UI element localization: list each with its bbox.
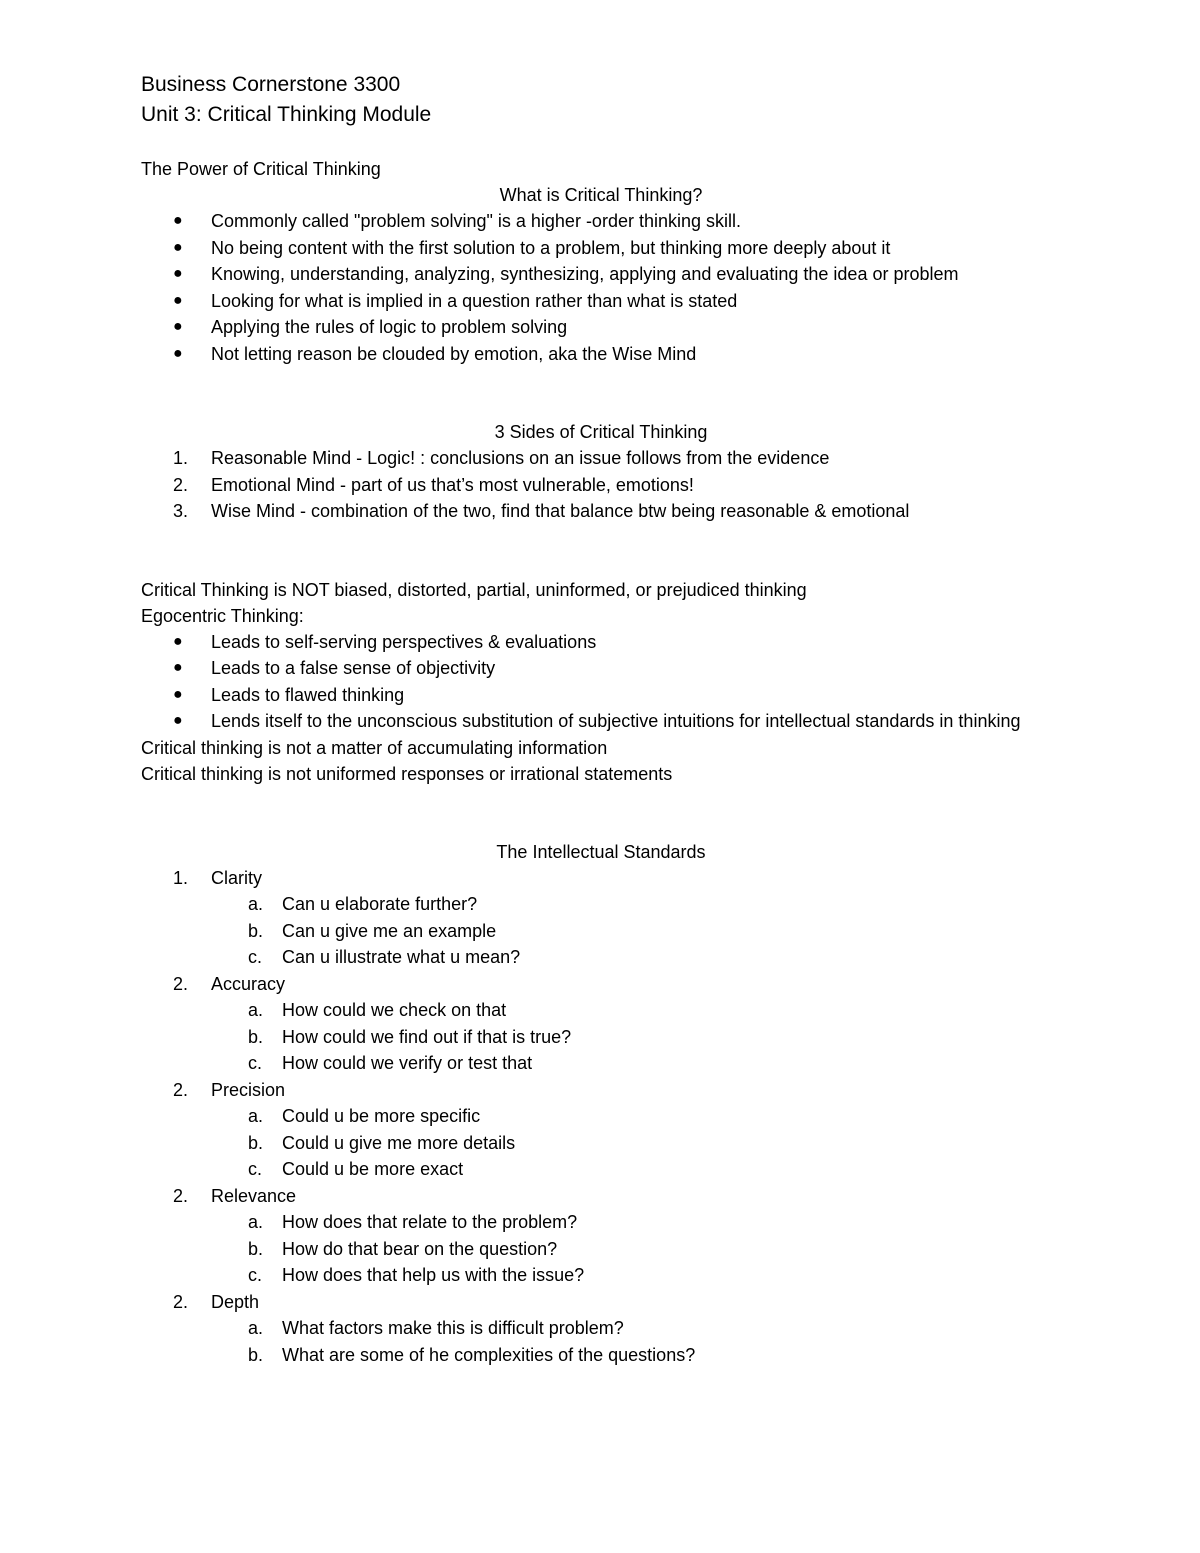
list-item: a. How does that relate to the problem?	[248, 1212, 578, 1232]
list-item: ● Knowing, understanding, analyzing, synthesizing, applying and evaluating the idea or problem	[141, 261, 1061, 288]
list-item-depth: 2. Depth a. What factors make this is difficult problem? b. What are some of he complexities of the questions?	[141, 1289, 1061, 1369]
numbered-list-sides	[141, 445, 1061, 525]
section-heading-sides: 3 Sides of Critical Thinking	[494, 422, 708, 442]
course-title: Business Cornerstone 3300	[141, 73, 401, 96]
list-item: 3. Wise Mind - combination of the two, find that balance btw being reasonable & emotional	[173, 501, 910, 521]
sub-list	[211, 1103, 1061, 1183]
list-item: b. How could we find out if that is true?	[248, 1026, 572, 1047]
bullet-icon: ●	[173, 265, 183, 282]
list-item: a. Could u be more specific	[248, 1106, 481, 1126]
spacer	[141, 367, 1061, 419]
bullet-list-what-is	[141, 208, 1061, 367]
list-item: b. How do that bear on the question?	[248, 1238, 558, 1259]
list-item: a. How could we check on that	[248, 1000, 507, 1020]
list-item-precision: 2. Precision a. Could u be more specific b. Could u give me more details c. Could u be more exact	[141, 1077, 1061, 1183]
list-item-accuracy: 2. Accuracy a. How could we check on that b. How could we find out if that is true? c. How could we verify or test that	[141, 971, 1061, 1077]
list-item: a. What factors make this is difficult problem?	[248, 1318, 624, 1338]
bullet-icon: ●	[173, 238, 183, 256]
list-item: b. What are some of he complexities of the questions?	[248, 1344, 696, 1365]
sub-list	[211, 997, 1061, 1077]
numbered-list-standards	[141, 865, 1061, 1369]
bullet-icon: ●	[173, 212, 183, 229]
section-subheading-what-is: What is Critical Thinking?	[499, 185, 703, 205]
list-item: c. How does that help us with the issue?	[248, 1265, 585, 1285]
list-item: ● No being content with the first solution to a problem, but thinking more deeply about it	[141, 235, 1061, 262]
spacer	[141, 130, 1061, 156]
list-item: b. Can u give me an example	[248, 920, 497, 941]
list-item: 1. Reasonable Mind - Logic! : conclusions on an issue follows from the evidence	[173, 448, 830, 468]
list-item: c. How could we verify or test that	[248, 1053, 533, 1073]
list-item: ● Leads to self-serving perspectives & evaluations	[141, 629, 1061, 656]
list-item: c. Can u illustrate what u mean?	[248, 947, 521, 967]
sub-list	[211, 1209, 1061, 1289]
accumulating-line: Critical thinking is not a matter of accumulating information	[141, 737, 608, 758]
list-item: 2. Emotional Mind - part of us that’s most vulnerable, emotions!	[173, 474, 694, 495]
list-item: ● Looking for what is implied in a question rather than what is stated	[141, 288, 1061, 315]
list-item: ● Leads to flawed thinking	[141, 682, 1061, 709]
not-biased-line: Critical Thinking is NOT biased, distorted, partial, uninformed, or prejudiced thinking	[141, 579, 807, 600]
list-item: ● Applying the rules of logic to problem solving	[141, 314, 1061, 341]
bullet-icon: ●	[173, 632, 183, 650]
list-item: b. Could u give me more details	[248, 1132, 516, 1153]
section-heading-power: The Power of Critical Thinking	[141, 159, 381, 179]
uniformed-line: Critical thinking is not uniformed responses or irrational statements	[141, 763, 673, 784]
spacer	[141, 787, 1061, 839]
document-body	[141, 70, 1061, 1368]
sub-list	[211, 891, 1061, 971]
unit-title: Unit 3: Critical Thinking Module	[141, 103, 432, 126]
sub-list	[211, 1315, 1061, 1368]
bullet-icon: ●	[173, 318, 183, 335]
list-item: ● Leads to a false sense of objectivity	[141, 655, 1061, 682]
list-item: ● Commonly called "problem solving" is a higher -order thinking skill.	[141, 208, 1061, 235]
list-item-clarity: 1. Clarity a. Can u elaborate further? b. Can u give me an example c. Can u illustrate what u mean?	[141, 865, 1061, 971]
bullet-icon: ●	[173, 291, 183, 309]
spacer	[141, 525, 1061, 577]
bullet-icon: ●	[173, 685, 183, 703]
egocentric-heading: Egocentric Thinking:	[141, 605, 304, 626]
list-item: a. Can u elaborate further?	[248, 894, 478, 914]
bullet-icon: ●	[173, 659, 183, 676]
bullet-icon: ●	[173, 344, 183, 362]
list-item-relevance: 2. Relevance a. How does that relate to the problem? b. How do that bear on the question? c. How does that help us with the issue?	[141, 1183, 1061, 1289]
list-item: ● Not letting reason be clouded by emotion, aka the Wise Mind	[141, 341, 1061, 368]
bullet-icon: ●	[173, 712, 183, 729]
bullet-list-egocentric	[141, 629, 1061, 735]
list-item: ● Lends itself to the unconscious substitution of subjective intuitions for intellectual standards in thinking	[141, 708, 1061, 735]
list-item: c. Could u be more exact	[248, 1159, 464, 1179]
section-heading-standards: The Intellectual Standards	[496, 841, 706, 862]
